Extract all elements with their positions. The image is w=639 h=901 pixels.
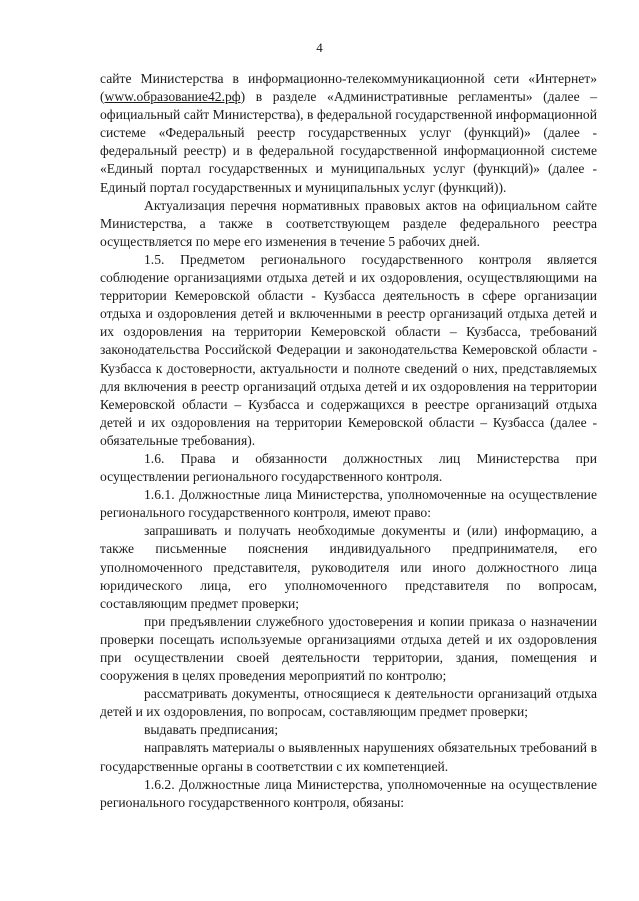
paragraph-actualization: Актуализация перечня нормативных правовых актов на официальном сайте Министерства, а также в соответствующем разделе федерального реестра осуществляется по мере его изменения в течение 5 рабочих дней. <box>100 197 597 249</box>
list-item-issue-orders: выдавать предписания; <box>144 722 279 738</box>
paragraph-1-6: 1.6. Права и обязанности должностных лиц Министерства при осуществлении регионального государственного контроля. <box>100 450 597 485</box>
list-item-request-documents: запрашивать и получать необходимые документы и (или) информацию, а также письменные пояснения индивидуального предпринимателя, его уполномоченного представителя, руководителя или иного должностного лица юридического лица, его уполномоченного представителя по вопросам, составляющим предмет проверки; <box>100 523 597 611</box>
website-link[interactable]: www.образование42.рф <box>104 89 241 105</box>
paragraph-continuation <box>100 70 597 197</box>
list-item-send-materials: направлять материалы о выявленных нарушениях обязательных требований в государственные органы в соответствии с их компетенцией. <box>100 740 597 774</box>
list-item-visit-premises: при предъявлении служебного удостоверения и копии приказа о назначении проверки посещать используемые организациями отдыха детей и их оздоровления при осуществлении своей деятельности территории, здания, помещения и сооружения в целях проведения мероприятий по контролю; <box>100 613 597 684</box>
paragraph-text: ) в разделе «Административные регламенты» (далее – официальный сайт Министерства), в федеральной государственной информационной системе «Федеральный реестр государственных услуг (функций)» (далее - федеральный реестр) и в федеральной государственной информационной системе «Единый портал государственных и муниципальных услуг (функций)» (далее - Единый портал государственных и муниципальных услуг (функций)). <box>100 89 597 195</box>
list-item-review-documents: рассматривать документы, относящиеся к деятельности организаций отдыха детей и их оздоровления, по вопросам, составляющим предмет проверки; <box>100 686 597 720</box>
paragraph-text: сайте Министерства в информационно-телекоммуникационной сети «Интернет» ( <box>100 71 597 105</box>
paragraph-1-6-1: 1.6.1. Должностные лица Министерства, уполномоченные на осуществление регионального государственного контроля, имеют право: <box>100 487 597 521</box>
document-body <box>100 70 597 812</box>
paragraph-1-5: 1.5. Предметом регионального государственного контроля является соблюдение организациями отдыха детей и их оздоровления, осуществляющими на территории Кемеровской области - Кузбасса деятельность в сфере организации отдыха и оздоровления детей и включенными в реестр организаций отдыха детей и их оздоровления на территории Кемеровской области – Кузбасса, требований законодательства Российской Федерации и законодательства Кемеровской области - Кузбасса к достоверности, актуальности и полноте сведений о них, представляемых для включения в реестр организаций отдыха детей и их оздоровления на территории Кемеровской области – Кузбасса и содержащихся в реестре организаций отдыха детей и их оздоровления на территории Кемеровской области – Кузбасса (далее - обязательные требования). <box>100 251 597 448</box>
paragraph-1-6-2: 1.6.2. Должностные лица Министерства, уполномоченные на осуществление регионального государственного контроля, обязаны: <box>100 776 597 810</box>
page-number: 4 <box>316 40 323 55</box>
